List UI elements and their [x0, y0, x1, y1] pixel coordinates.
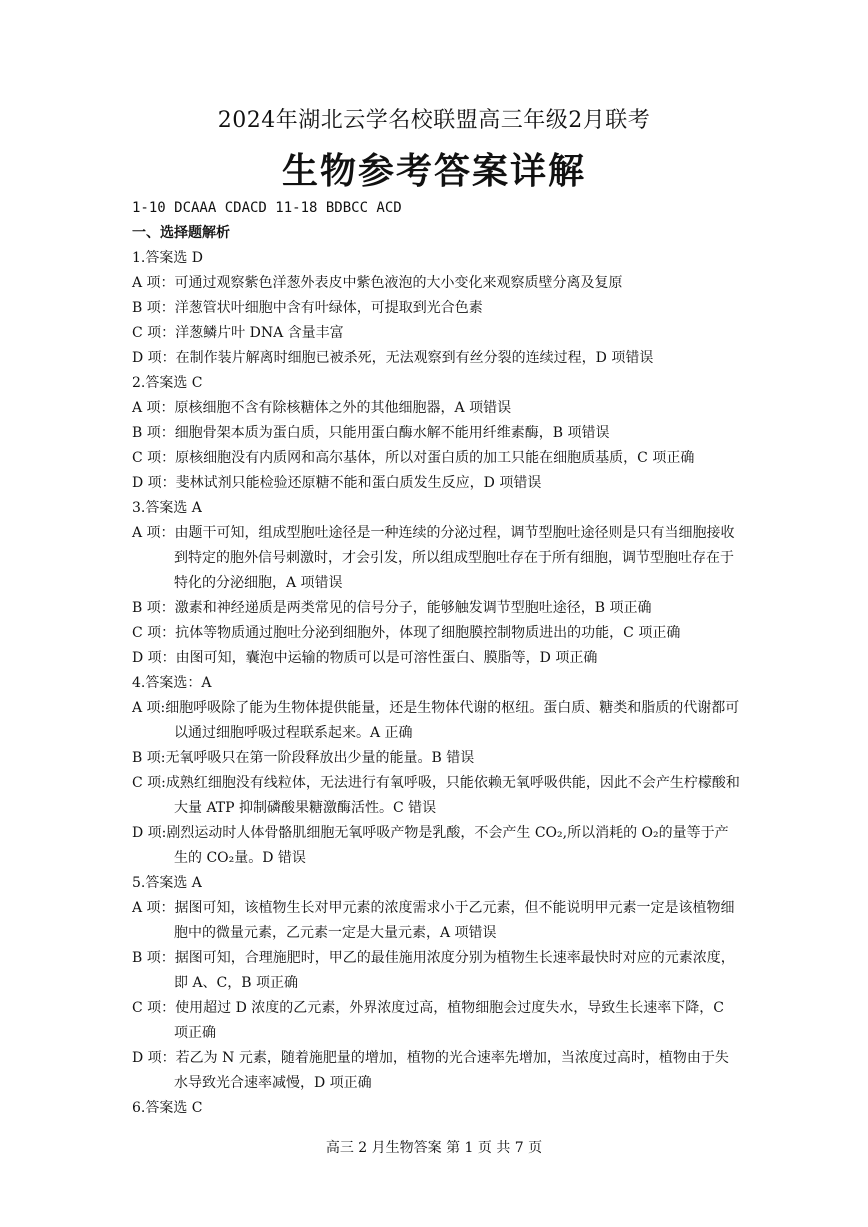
question-heading: 1.答案选 D [132, 250, 204, 266]
option-d: D 项：在制作装片解离时细胞已被杀死，无法观察到有丝分裂的连续过程，D 项错误 [132, 350, 654, 366]
option-a: A 项：原核细胞不含有除核糖体之外的其他细胞器，A 项错误 [132, 400, 512, 416]
option-d: D 项：斐林试剂只能检验还原糖不能和蛋白质发生反应，D 项错误 [132, 475, 542, 491]
option-c: C 项：使用超过 D 浓度的乙元素，外界浓度过高，植物细胞会过度失水，导致生长速率下降，C 项正确 [132, 1000, 724, 1041]
question-heading: 5.答案选 A [132, 875, 202, 891]
option-a: A 项：据图可知，该植物生长对甲元素的浓度需求小于乙元素，但不能说明甲元素一定是该植物细胞中的微量元素，乙元素一定是大量元素，A 项错误 [132, 900, 735, 941]
question-6 [132, 1096, 742, 1121]
question-1 [132, 246, 742, 371]
document-body [132, 196, 742, 1121]
document-subtitle: 生物参考答案详解 [281, 151, 586, 192]
question-3 [132, 496, 742, 671]
question-5 [132, 871, 742, 1096]
option-b: B 项：洋葱管状叶细胞中含有叶绿体，可提取到光合色素 [132, 300, 483, 316]
document-title: 2024年湖北云学名校联盟高三年级2月联考 [217, 108, 651, 133]
option-c: C 项：抗体等物质通过胞吐分泌到细胞外，体现了细胞膜控制物质进出的功能，C 项正确 [132, 625, 681, 641]
option-a: A 项：由题干可知，组成型胞吐途径是一种连续的分泌过程，调节型胞吐途径则是只有当细胞接收到特定的胞外信号刺激时，才会引发，所以组成型胞吐存在于所有细胞，调节型胞吐存在于特化的分泌细胞，A 项错误 [132, 525, 735, 591]
page-footer: 高三 2 月生物答案 第 1 页 共 7 页 [325, 1140, 543, 1156]
question-heading: 2.答案选 C [132, 375, 203, 391]
option-a: A 项:细胞呼吸除了能为生物体提供能量，还是生物体代谢的枢纽。蛋白质、糖类和脂质的代谢都可以通过细胞呼吸过程联系起来。A 正确 [132, 700, 740, 741]
option-c: C 项：原核细胞没有内质网和高尔基体，所以对蛋白质的加工只能在细胞质基质，C 项正确 [132, 450, 695, 466]
section-heading: 一、选择题解析 [132, 225, 230, 241]
option-d: D 项:剧烈运动时人体骨骼肌细胞无氧呼吸产物是乳酸，不会产生 CO₂,所以消耗的 O₂的量等于产生的 CO₂量。D 错误 [132, 825, 729, 866]
option-a: A 项：可通过观察紫色洋葱外表皮中紫色液泡的大小变化来观察质壁分离及复原 [132, 275, 623, 291]
option-c: C 项：洋葱鳞片叶 DNA 含量丰富 [132, 325, 344, 341]
answer-key: 1-10 DCAAA CDACD 11-18 BDBCC ACD [132, 200, 402, 216]
question-2 [132, 371, 742, 496]
question-heading: 6.答案选 C [132, 1100, 203, 1116]
option-d: D 项：由图可知，囊泡中运输的物质可以是可溶性蛋白、膜脂等，D 项正确 [132, 650, 598, 666]
question-heading: 4.答案选：A [132, 675, 212, 691]
option-d: D 项：若乙为 N 元素，随着施肥量的增加，植物的光合速率先增加，当浓度过高时，植物由于失水导致光合速率减慢，D 项正确 [132, 1050, 729, 1091]
question-heading: 3.答案选 A [132, 500, 202, 516]
option-b: B 项：据图可知，合理施肥时，甲乙的最佳施用浓度分别为植物生长速率最快时对应的元素浓度，即 A、C，B 项正确 [132, 950, 735, 991]
option-b: B 项：激素和神经递质是两类常见的信号分子，能够触发调节型胞吐途径，B 项正确 [132, 600, 652, 616]
option-b: B 项：细胞骨架本质为蛋白质，只能用蛋白酶水解不能用纤维素酶，B 项错误 [132, 425, 610, 441]
question-4 [132, 671, 742, 871]
option-b: B 项:无氧呼吸只在第一阶段释放出少量的能量。B 错误 [132, 750, 475, 766]
option-c: C 项:成熟红细胞没有线粒体，无法进行有氧呼吸，只能依赖无氧呼吸供能，因此不会产生柠檬酸和大量 ATP 抑制磷酸果糖激酶活性。C 错误 [132, 775, 740, 816]
